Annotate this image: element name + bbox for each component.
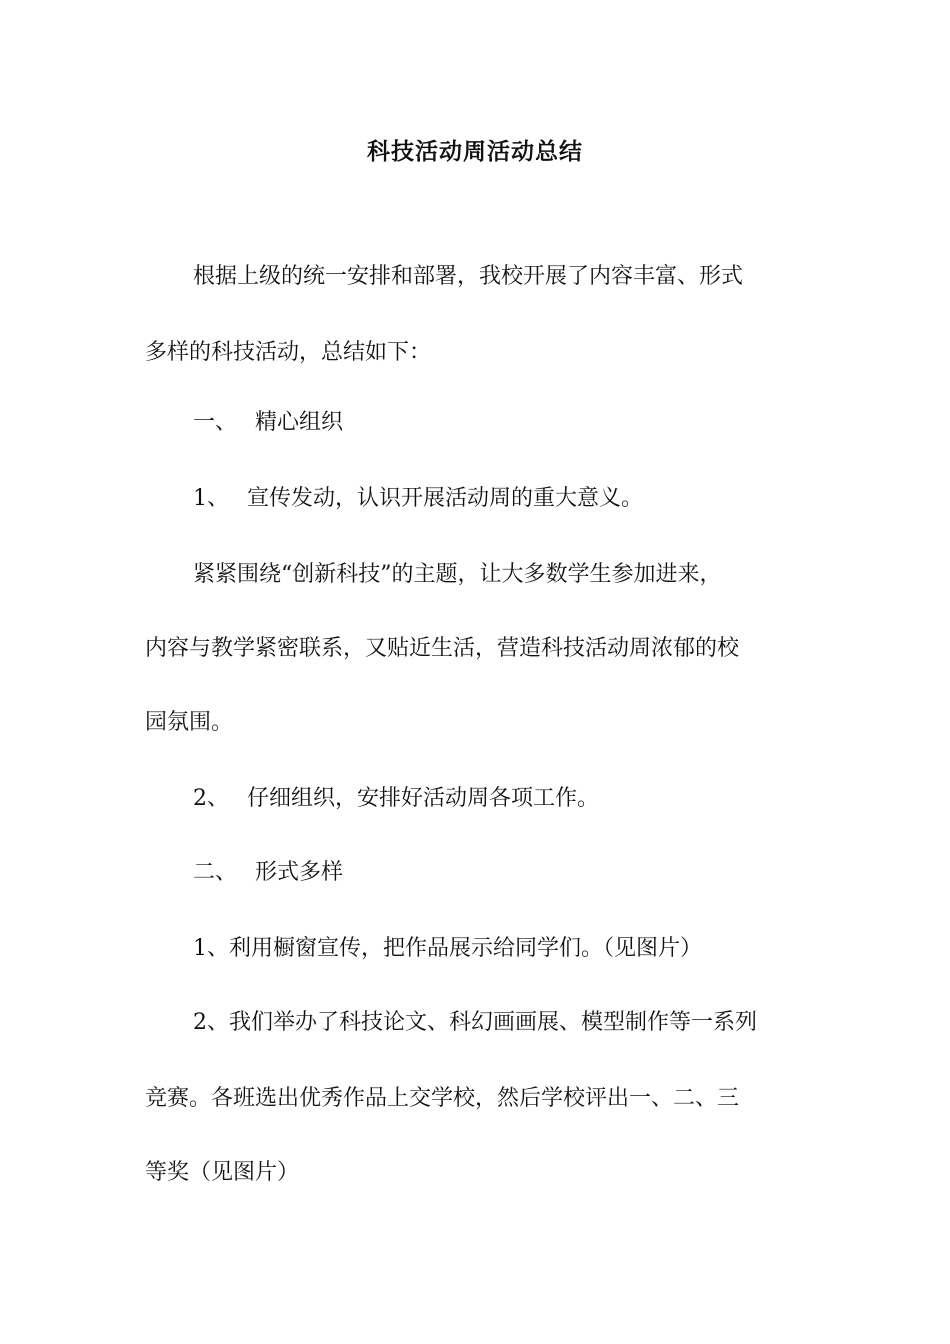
paragraph-line xyxy=(145,1155,810,1191)
section-number: 一、 xyxy=(193,410,238,435)
paragraph-line xyxy=(193,259,810,295)
item-title: 宣传发动，认识开展活动周的重大意义。 xyxy=(247,486,644,511)
line-text: 多样的科技活动，总结如下： xyxy=(145,340,432,365)
item-number: 1、 xyxy=(193,486,229,511)
line-text: 根据上级的统一安排和部署，我校开展了内容丰富、形式 xyxy=(193,264,744,289)
section-heading-2 xyxy=(193,855,810,891)
line-text: 紧紧围绕“创新科技”的主题，让大多数学生参加进来， xyxy=(193,562,722,587)
paragraph-line xyxy=(193,1005,810,1041)
line-text: 2、我们举办了科技论文、科幻画画展、模型制作等一系列 xyxy=(193,1010,757,1035)
item-title: 仔细组织，安排好活动周各项工作。 xyxy=(247,786,600,811)
line-text: 园氛围。 xyxy=(145,710,234,735)
line-text: 1、利用橱窗宣传，把作品展示给同学们。（见图片） xyxy=(193,936,702,961)
paragraph-line xyxy=(145,705,810,741)
subsection-heading-2 xyxy=(193,781,810,817)
paragraph-line xyxy=(145,631,810,667)
section-number: 二、 xyxy=(193,860,238,885)
line-text: 等奖（见图片） xyxy=(145,1160,300,1185)
subsection-heading-1 xyxy=(193,481,810,517)
item-number: 2、 xyxy=(193,786,229,811)
line-text: 竞赛。各班选出优秀作品上交学校，然后学校评出一、二、三 xyxy=(145,1086,740,1111)
paragraph-line xyxy=(193,931,810,967)
section-title: 精心组织 xyxy=(255,410,344,435)
line-text: 内容与教学紧密联系，又贴近生活，营造科技活动周浓郁的校 xyxy=(145,636,740,661)
paragraph-line xyxy=(193,557,810,593)
document-title: 科技活动周活动总结 xyxy=(367,138,583,165)
paragraph-line xyxy=(145,1081,810,1117)
paragraph-line xyxy=(145,335,810,371)
section-title: 形式多样 xyxy=(255,860,344,885)
section-heading-1 xyxy=(193,405,810,441)
